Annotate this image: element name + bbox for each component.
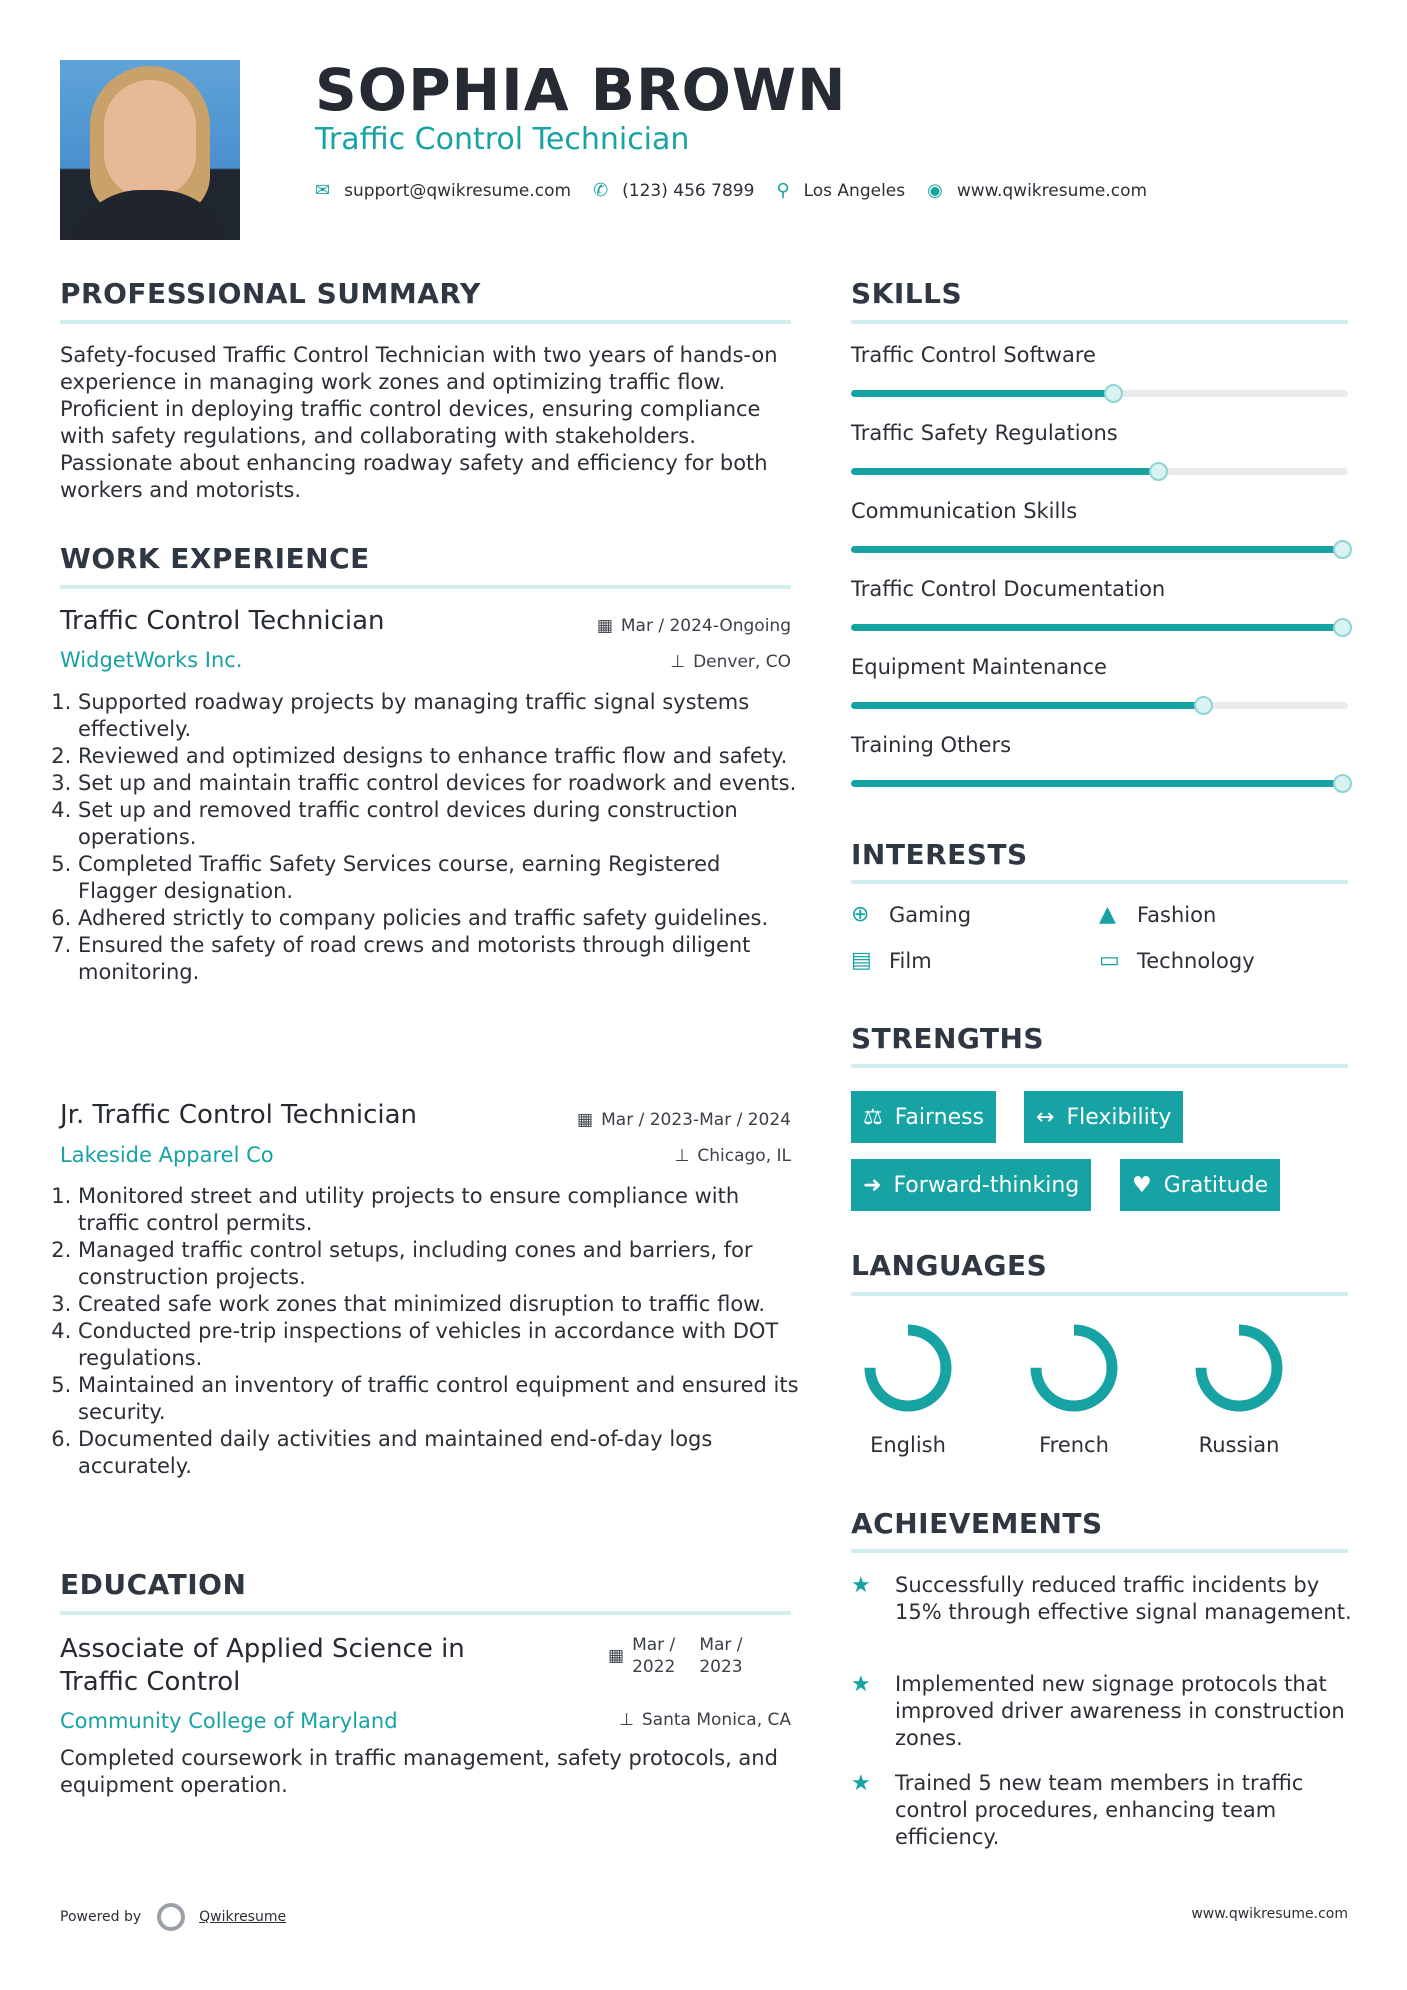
profile-photo xyxy=(60,60,240,240)
skill-bar-fill xyxy=(851,624,1343,631)
laptop-icon: ▭ xyxy=(1099,948,1120,973)
arrow-right-icon: ➜ xyxy=(863,1172,882,1198)
skill-bar-knob xyxy=(1194,696,1213,715)
shopping-bag-icon: ▲ xyxy=(1099,902,1116,927)
skill-label: Training Others xyxy=(851,733,1012,757)
film-icon: ▤ xyxy=(851,948,872,973)
list-item: 6. Adhered strictly to company policies and traffic safety guidelines. xyxy=(78,905,800,932)
candidate-name: SOPHIA BROWN xyxy=(315,56,847,124)
skill-bar-knob xyxy=(1104,384,1123,403)
skill-bar xyxy=(851,390,1348,397)
interests-heading: INTERESTS xyxy=(851,838,1028,871)
strength-fairness: ⚖ Fairness xyxy=(851,1091,996,1143)
language-label: English xyxy=(870,1433,946,1457)
skill-bar xyxy=(851,546,1348,553)
skill-bar-knob xyxy=(1333,540,1352,559)
language-ring xyxy=(1191,1320,1287,1416)
interest-fashion: ▲ Fashion xyxy=(1099,902,1217,927)
language-ring xyxy=(1026,1320,1122,1416)
education-divider xyxy=(60,1611,791,1615)
job-duties xyxy=(60,689,800,986)
skill-bar-fill xyxy=(851,390,1114,397)
language-label: Russian xyxy=(1198,1433,1280,1457)
languages-divider xyxy=(851,1292,1348,1296)
balance-scale-icon: ⚖ xyxy=(863,1104,883,1130)
star-badge-icon: ★ xyxy=(851,1771,871,1796)
list-item: 1. Supported roadway projects by managing traffic signal systems effectively. xyxy=(78,689,800,743)
heart-icon: ♥ xyxy=(1132,1172,1152,1198)
skills-divider xyxy=(851,320,1348,324)
summary-heading: PROFESSIONAL SUMMARY xyxy=(60,277,481,310)
pushpin-icon: ⊥ xyxy=(670,652,686,672)
contact-bar xyxy=(315,180,1169,201)
languages-heading: LANGUAGES xyxy=(851,1249,1048,1282)
interests-divider xyxy=(851,880,1348,884)
skill-bar xyxy=(851,624,1348,631)
achievements-divider xyxy=(851,1549,1348,1553)
achievement-item: ★ Successfully reduced traffic incidents by 15% through effective signal management. xyxy=(851,1573,1352,1624)
school-name: Community College of Maryland xyxy=(60,1709,398,1733)
achievement-item: ★ Implemented new signage protocols that improved driver awareness in construction zones. xyxy=(851,1672,1345,1750)
skill-label: Traffic Control Documentation xyxy=(851,577,1166,601)
list-item: 3. Created safe work zones that minimized disruption to traffic flow. xyxy=(78,1291,800,1318)
interest-technology: ▭ Technology xyxy=(1099,948,1255,973)
footer-website[interactable]: www.qwikresume.com xyxy=(1191,1906,1348,1922)
achievements-heading: ACHIEVEMENTS xyxy=(851,1507,1103,1540)
strength-gratitude: ♥ Gratitude xyxy=(1120,1159,1280,1211)
experience-divider xyxy=(60,585,791,589)
strengths-heading: STRENGTHS xyxy=(851,1022,1045,1055)
job-location: ⊥ Chicago, IL xyxy=(674,1146,791,1166)
language-ring xyxy=(860,1320,956,1416)
skill-bar-fill xyxy=(851,468,1159,475)
skill-bar-fill xyxy=(851,546,1343,553)
list-item: 4. Conducted pre-trip inspections of vehicles in accordance with DOT regulations. xyxy=(78,1318,800,1372)
job-role: Jr. Traffic Control Technician xyxy=(60,1100,417,1130)
skills-heading: SKILLS xyxy=(851,277,963,310)
job-company: WidgetWorks Inc. xyxy=(60,648,243,672)
skill-bar-fill xyxy=(851,702,1204,709)
list-item: 2. Reviewed and optimized designs to enhance traffic flow and safety. xyxy=(78,743,800,770)
candidate-title: Traffic Control Technician xyxy=(315,122,690,157)
job-dates: ▦ Mar / 2024-Ongoing xyxy=(596,616,791,636)
skill-bar-knob xyxy=(1149,462,1168,481)
achievement-item: ★ Trained 5 new team members in traffic control procedures, enhancing team efficiency. xyxy=(851,1771,1304,1849)
contact-phone: (123) 456 7899 xyxy=(622,180,755,201)
calendar-icon: ▦ xyxy=(596,616,613,636)
pushpin-icon: ⊥ xyxy=(619,1710,634,1730)
list-item: 7. Ensured the safety of road crews and motorists through diligent monitoring. xyxy=(78,932,800,986)
strengths-divider xyxy=(851,1064,1348,1068)
skill-bar xyxy=(851,702,1348,709)
footer-powered-by: Powered by Qwikresume xyxy=(60,1903,286,1931)
education-location: ⊥ Santa Monica, CA xyxy=(619,1710,791,1730)
skill-label: Communication Skills xyxy=(851,499,1078,523)
job-duties xyxy=(60,1183,800,1480)
list-item: 4. Set up and removed traffic control devices during construction operations. xyxy=(78,797,800,851)
skill-bar-knob xyxy=(1333,618,1352,637)
calendar-icon: ▦ xyxy=(608,1646,625,1666)
education-heading: EDUCATION xyxy=(60,1568,247,1601)
job-location: ⊥ Denver, CO xyxy=(670,652,791,672)
education-dates: ▦ Mar / 2022 Mar / 2023 xyxy=(608,1635,743,1677)
interest-gaming: ⊕ Gaming xyxy=(851,902,972,927)
star-badge-icon: ★ xyxy=(851,1672,871,1697)
job-role: Traffic Control Technician xyxy=(60,606,385,636)
list-item: 1. Monitored street and utility projects to ensure compliance with traffic control permits. xyxy=(78,1183,800,1237)
list-item: 5. Completed Traffic Safety Services course, earning Registered Flagger designation. xyxy=(78,851,800,905)
skill-label: Equipment Maintenance xyxy=(851,655,1107,679)
job-dates: ▦ Mar / 2023-Mar / 2024 xyxy=(577,1110,791,1130)
strength-flexibility: ↔ Flexibility xyxy=(1024,1091,1183,1143)
skill-bar xyxy=(851,468,1348,475)
contact-website[interactable]: www.qwikresume.com xyxy=(956,180,1148,201)
contact-location: Los Angeles xyxy=(803,180,906,201)
summary-divider xyxy=(60,320,791,324)
interest-film: ▤ Film xyxy=(851,948,932,973)
arrows-horizontal-icon: ↔ xyxy=(1036,1104,1055,1130)
list-item: 2. Managed traffic control setups, including cones and barriers, for construction projects. xyxy=(78,1237,800,1291)
calendar-icon: ▦ xyxy=(577,1110,594,1130)
phone-icon: ✆ xyxy=(593,180,609,201)
contact-email[interactable]: support@qwikresume.com xyxy=(344,180,572,201)
degree-title: Associate of Applied Science in Traffic Control xyxy=(60,1634,465,1697)
list-item: 5. Maintained an inventory of traffic control equipment and ensured its security. xyxy=(78,1372,800,1426)
experience-heading: WORK EXPERIENCE xyxy=(60,542,370,575)
gamepad-icon: ⊕ xyxy=(851,902,870,927)
skill-label: Traffic Safety Regulations xyxy=(851,421,1118,445)
skill-bar-fill xyxy=(851,780,1343,787)
list-item: 6. Documented daily activities and maintained end-of-day logs accurately. xyxy=(78,1426,800,1480)
pushpin-icon: ⊥ xyxy=(674,1146,690,1166)
strength-forward-thinking: ➜ Forward-thinking xyxy=(851,1159,1091,1211)
language-label: French xyxy=(1039,1433,1109,1457)
envelope-icon: ✉ xyxy=(315,180,331,201)
education-description: Completed coursework in traffic management, safety protocols, and equipment operation. xyxy=(60,1746,778,1797)
skill-bar xyxy=(851,780,1348,787)
map-pin-icon: ⚲ xyxy=(776,180,790,201)
list-item: 3. Set up and maintain traffic control devices for roadwork and events. xyxy=(78,770,800,797)
qwikresume-logo-icon xyxy=(157,1903,185,1931)
star-badge-icon: ★ xyxy=(851,1573,871,1598)
job-company: Lakeside Apparel Co xyxy=(60,1143,274,1167)
globe-icon: ◉ xyxy=(927,180,943,201)
summary-text: Safety-focused Traffic Control Technician with two years of hands-on experience in managing work zones and optimizing traffic flow. Proficient in deploying traffic control devices, ensuring compliance with safety regulations, and collaborating with stakeholders. Passionate about enhancing roadway safety and efficiency for both workers and motorists. xyxy=(60,343,778,502)
skill-bar-knob xyxy=(1333,774,1352,793)
footer-brand-link[interactable]: Qwikresume xyxy=(199,1909,287,1925)
skill-label: Traffic Control Software xyxy=(851,343,1096,367)
